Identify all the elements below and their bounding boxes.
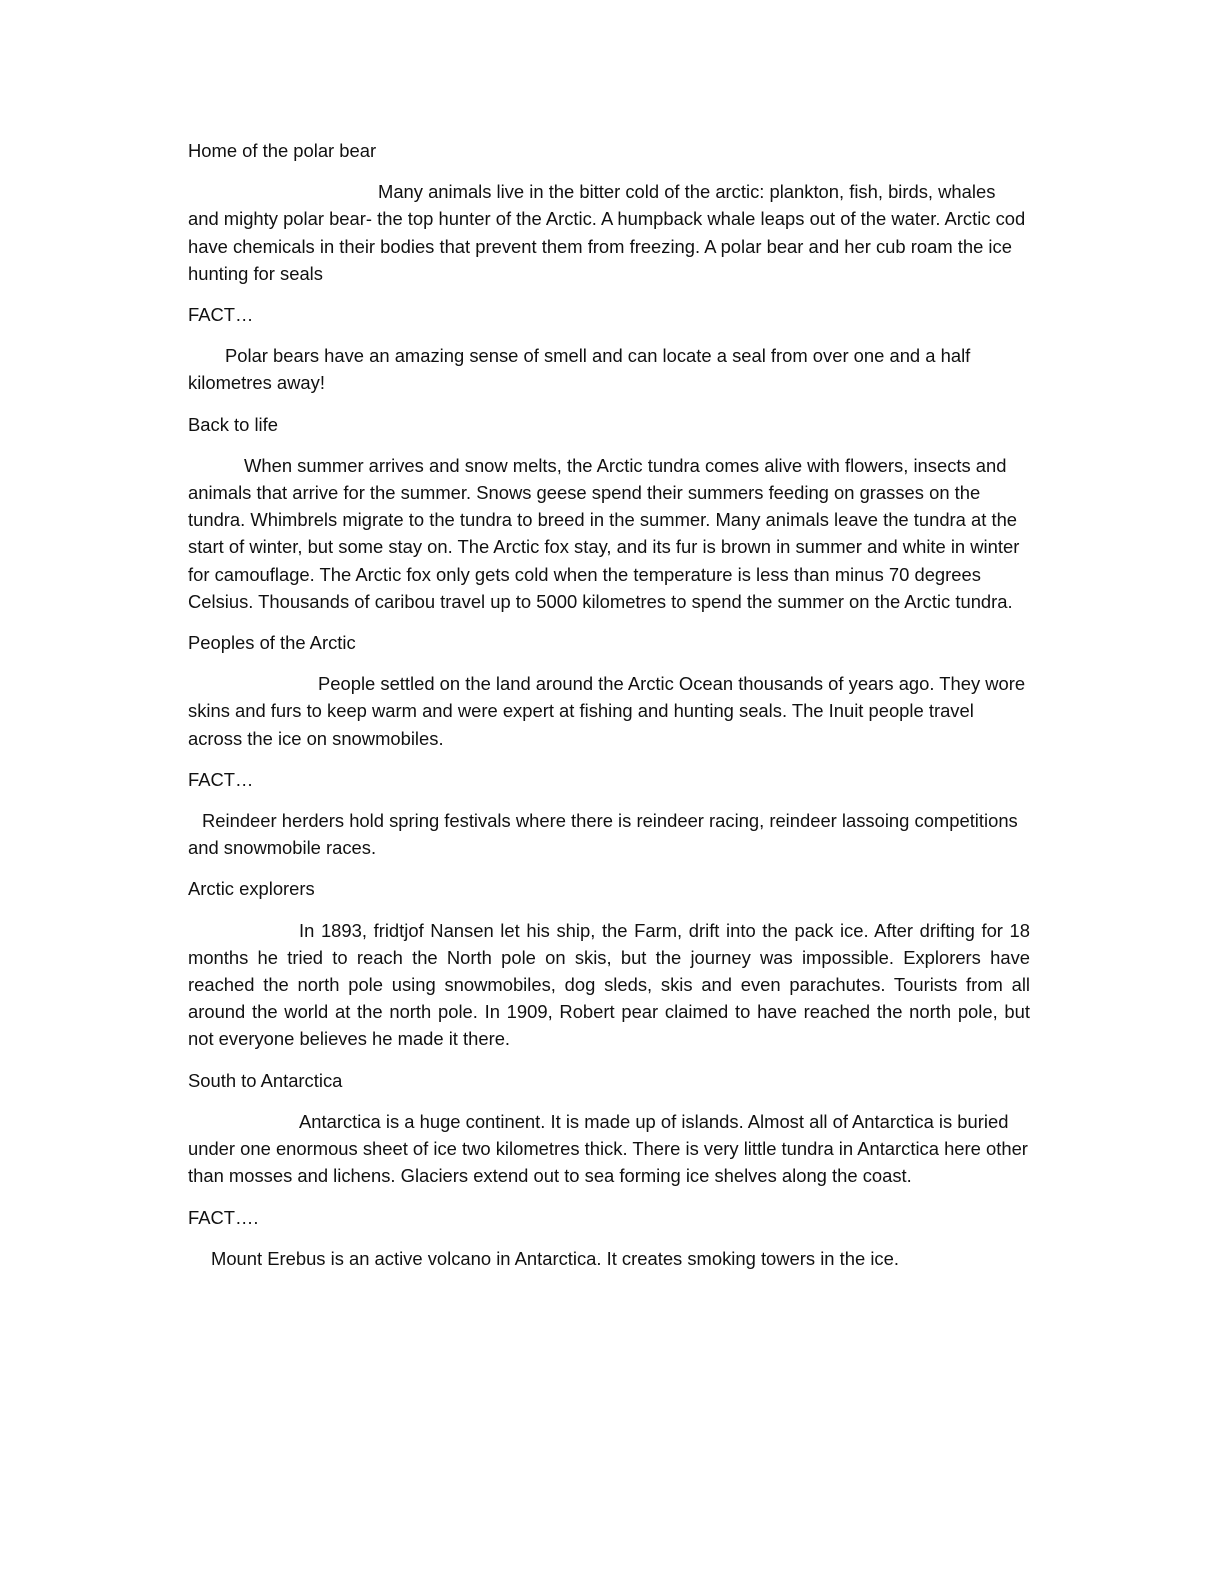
- section-heading-south-to-antarctica: South to Antarctica: [188, 1069, 343, 1091]
- section-body-home-of-polar-bear: Many animals live in the bitter cold of the arctic: plankton, fish, birds, whales and mighty polar bear- the top hunter of the Arctic. A humpback whale leaps out of the water. Arctic cod have chemicals in their bodies that prevent them from freezing. A polar bear and her cub roam the ice hunting for seals: [188, 181, 1026, 284]
- section-heading-arctic-explorers: Arctic explorers: [188, 878, 315, 900]
- fact-heading-2: FACT…: [188, 768, 254, 790]
- fact-body-2: Reindeer herders hold spring festivals where there is reindeer racing, reindeer lassoing competitions and snowmobile races.: [188, 810, 1018, 859]
- section-heading-home-of-polar-bear: Home of the polar bear: [188, 140, 377, 161]
- fact-heading-1: FACT…: [188, 304, 254, 326]
- section-heading-peoples-of-arctic: Peoples of the Arctic: [188, 632, 356, 654]
- section-body-arctic-explorers: In 1893, fridtjof Nansen let his ship, the Farm, drift into the pack ice. After drifting for 18 months he tried to reach the North pole on skis, but the journey was impossible. Explorers have reached the north pole using snowmobiles, dog sleds, skis and even parachutes. Tourists from all around the world at the north pole. In 1909, Robert pear claimed to have reached the north pole, but not everyone believes he made it there.: [188, 919, 1030, 1050]
- fact-body-1: Polar bears have an amazing sense of smell and can locate a seal from over one and a half kilometres away!: [188, 345, 971, 394]
- section-body-south-to-antarctica: Antarctica is a huge continent. It is made up of islands. Almost all of Antarctica is buried under one enormous sheet of ice two kilometres thick. There is very little tundra in Antarctica here other than mosses and lichens. Glaciers extend out to sea forming ice shelves along the coast.: [188, 1110, 1028, 1187]
- document-page: [188, 137, 1030, 1286]
- section-body-peoples-of-arctic: People settled on the land around the Arctic Ocean thousands of years ago. They wore skins and furs to keep warm and were expert at fishing and hunting seals. The Inuit people travel across the ice on snowmobiles.: [188, 673, 1026, 749]
- fact-body-3: Mount Erebus is an active volcano in Antarctica. It creates smoking towers in the ice.: [211, 1247, 899, 1269]
- section-body-back-to-life: When summer arrives and snow melts, the Arctic tundra comes alive with flowers, insects and animals that arrive for the summer. Snows geese spend their summers feeding on grasses on the tundra. Whimbrels migrate to the tundra to breed in the summer. Many animals leave the tundra at the start of winter, but some stay on. The Arctic fox stay, and its fur is brown in summer and white in winter for camouflage. The Arctic fox only gets cold when the temperature is less than minus 70 degrees Celsius. Thousands of caribou travel up to 5000 kilometres to spend the summer on the Arctic tundra.: [188, 454, 1020, 612]
- section-heading-back-to-life: Back to life: [188, 413, 278, 435]
- fact-heading-3: FACT….: [188, 1206, 259, 1228]
